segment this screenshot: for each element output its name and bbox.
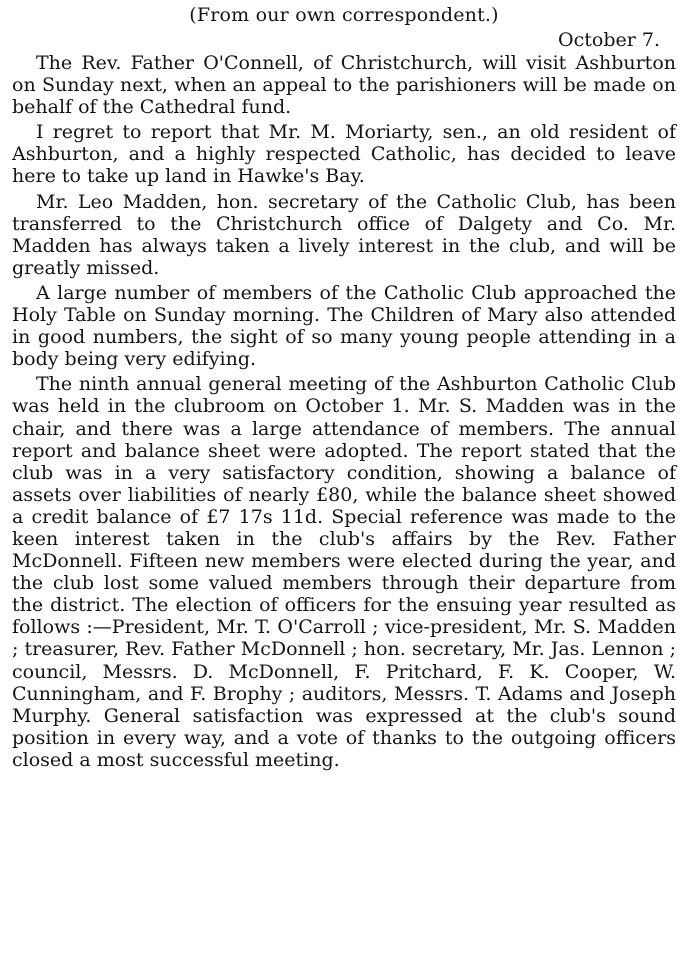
byline: (From our own correspondent.)	[189, 4, 499, 26]
paragraph-holy-table: A large number of members of the Catholic Club approached the Holy Table on Sunday morning. The Children of Mary also attended in good numbers, the sight of so many young people attending in a body being very edifying.	[12, 281, 676, 371]
paragraph-moriarty-departure: I regret to report that Mr. M. Moriarty, sen., an old resident of Ashburton, and a highly respected Catholic, has decided to leave here to take up land in Hawke's Bay.	[12, 121, 676, 188]
paragraph-cathedral-appeal: The Rev. Father O'Connell, of Christchurch, will visit Ashburton on Sunday next, when an appeal to the parishioners will be made on behalf of the Cathedral fund.	[12, 52, 676, 119]
dateline: October 7.	[558, 29, 660, 51]
paragraph-annual-meeting: The ninth annual general meeting of the Ashburton Catholic Club was held in the clubroom on October 1. Mr. S. Madden was in the chair, and there was a large attendance of members. The annual report and balance sheet were adopted. The report stated that the club was in a very satisfactory condition, showing a balance of assets over liabilities of nearly £80, while the balance sheet showed a credit balance of £7 17s 11d. Special reference was made to the keen interest taken in the club's affairs by the Rev. Father McDonnell. Fifteen new members were elected during the year, and the club lost some valued members through their departure from the district. The election of officers for the ensuing year resulted as follows :—President, Mr. T. O'Carroll ; vice-president, Mr. S. Madden ; treasurer, Rev. Father McDonnell ; hon. secretary, Mr. Jas. Lennon ; council, Messrs. D. McDonnell, F. Pritchard, F. K. Cooper, W. Cunningham, and F. Brophy ; auditors, Messrs. T. Adams and Joseph Murphy. General satisfaction was expressed at the club's sound position in every way, and a vote of thanks to the outgoing officers closed a most successful meeting.	[12, 373, 676, 771]
paragraph-madden-transfer: Mr. Leo Madden, hon. secretary of the Catholic Club, has been transferred to the Christchurch office of Dalgety and Co. Mr. Madden has always taken a lively interest in the club, and will be greatly missed.	[12, 190, 676, 279]
article-column	[12, 2, 676, 771]
